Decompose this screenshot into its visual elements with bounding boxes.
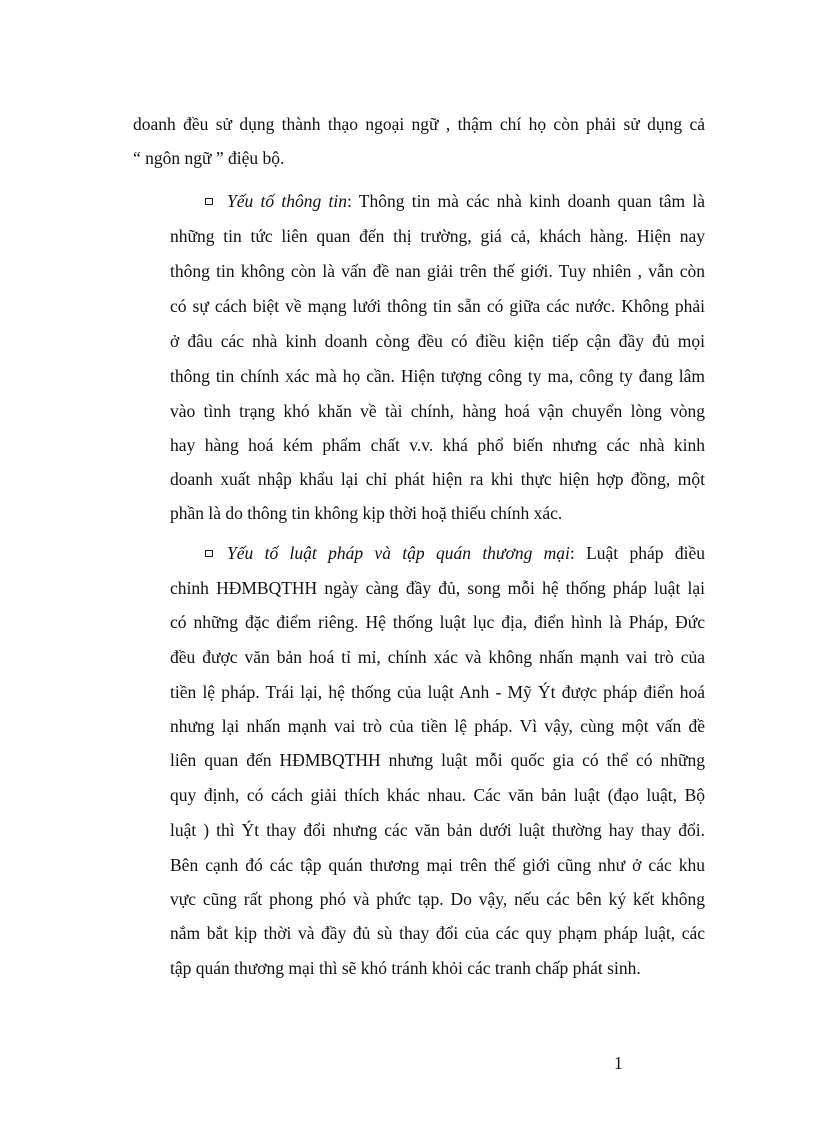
paragraph-line: ở đâu các nhà kinh doanh còng đều có điều kiện tiếp cận đầy đủ mọi <box>170 331 705 351</box>
paragraph-line: nắm bắt kịp thời và đầy đủ sù thay đổi của các quy phạm pháp luật, các <box>170 923 705 943</box>
square-bullet-icon <box>205 550 213 557</box>
section-law-heading <box>205 541 705 565</box>
paragraph-line: quy định, có cách giải thích khác nhau. Các văn bản luật (đạo luật, Bộ <box>170 785 705 805</box>
paragraph-line: liên quan đến HĐMBQTHH nhưng luật mỗi quốc gia có thể có những <box>170 750 705 770</box>
paragraph-line: chỉnh HĐMBQTHH ngày càng đầy đủ, song mỗi hệ thống pháp luật lại <box>170 578 705 598</box>
intro-line-1: doanh đều sử dụng thành thạo ngoại ngữ , thậm chí họ còn phải sử dụng cả <box>133 114 705 134</box>
paragraph-line: có những đặc điểm riêng. Hệ thống luật lục địa, điển hình là Pháp, Đức <box>170 612 705 632</box>
paragraph-line: hay hàng hoá kém phẩm chất v.v. khá phổ biến nhưng các nhà kinh <box>170 435 705 455</box>
paragraph-line: Bên cạnh đó các tập quán thương mại trên thế giới cũng như ở các khu <box>170 855 705 875</box>
paragraph-line: những tin tức liên quan đến thị trường, giá cả, khách hàng. Hiện nay <box>170 226 705 246</box>
paragraph-line: luật ) thì Ýt thay đổi nhưng các văn bản dưới luật thường hay thay đổi. <box>170 820 705 840</box>
paragraph-line: tiền lệ pháp. Trái lại, hệ thống của luật Anh - Mỹ Ýt được pháp điển hoá <box>170 682 705 702</box>
section-law-term: Yếu tố luật pháp và tập quán thương mại <box>227 543 570 563</box>
paragraph-line: nhưng lại nhấn mạnh vai trò của tiền lệ pháp. Vì vậy, cùng một vấn đề <box>170 716 705 736</box>
paragraph-line: tập quán thương mại thì sẽ khó tránh khỏi các tranh chấp phát sinh. <box>170 958 641 978</box>
paragraph-line: đều được văn bản hoá tỉ mỉ, chính xác và không nhấn mạnh vai trò của <box>170 647 705 667</box>
paragraph-line: phần là do thông tin không kịp thời hoặ thiếu chính xác. <box>170 503 563 523</box>
paragraph-line: thông tin chính xác mà họ cần. Hiện tượng công ty ma, công ty đang lâm <box>170 366 705 386</box>
paragraph-line: có sự cách biệt về mạng lưới thông tin sẵn có giữa các nước. Không phải <box>170 296 705 316</box>
section-information-heading <box>205 189 705 213</box>
section-information-term: Yếu tố thông tin <box>227 191 347 211</box>
square-bullet-icon <box>205 198 213 205</box>
intro-line-2: “ ngôn ngữ ” điệu bộ. <box>133 148 285 168</box>
paragraph-line: vực cũng rất phong phó và phức tạp. Do vậy, nếu các bên ký kết không <box>170 889 705 909</box>
paragraph-line: vào tình trạng khó khăn về tài chính, hàng hoá vận chuyển lòng vòng <box>170 401 705 421</box>
paragraph-line: thông tin không còn là vấn đề nan giải trên thế giới. Tuy nhiên , vẫn còn <box>170 261 705 281</box>
paragraph-line: doanh xuất nhập khẩu lại chỉ phát hiện ra khi thực hiện hợp đồng, một <box>170 469 705 489</box>
section-law-lead: : Luật pháp điều <box>569 543 705 563</box>
page-number: 1 <box>614 1053 623 1073</box>
section-information-lead: : Thông tin mà các nhà kinh doanh quan tâm là <box>346 191 705 211</box>
